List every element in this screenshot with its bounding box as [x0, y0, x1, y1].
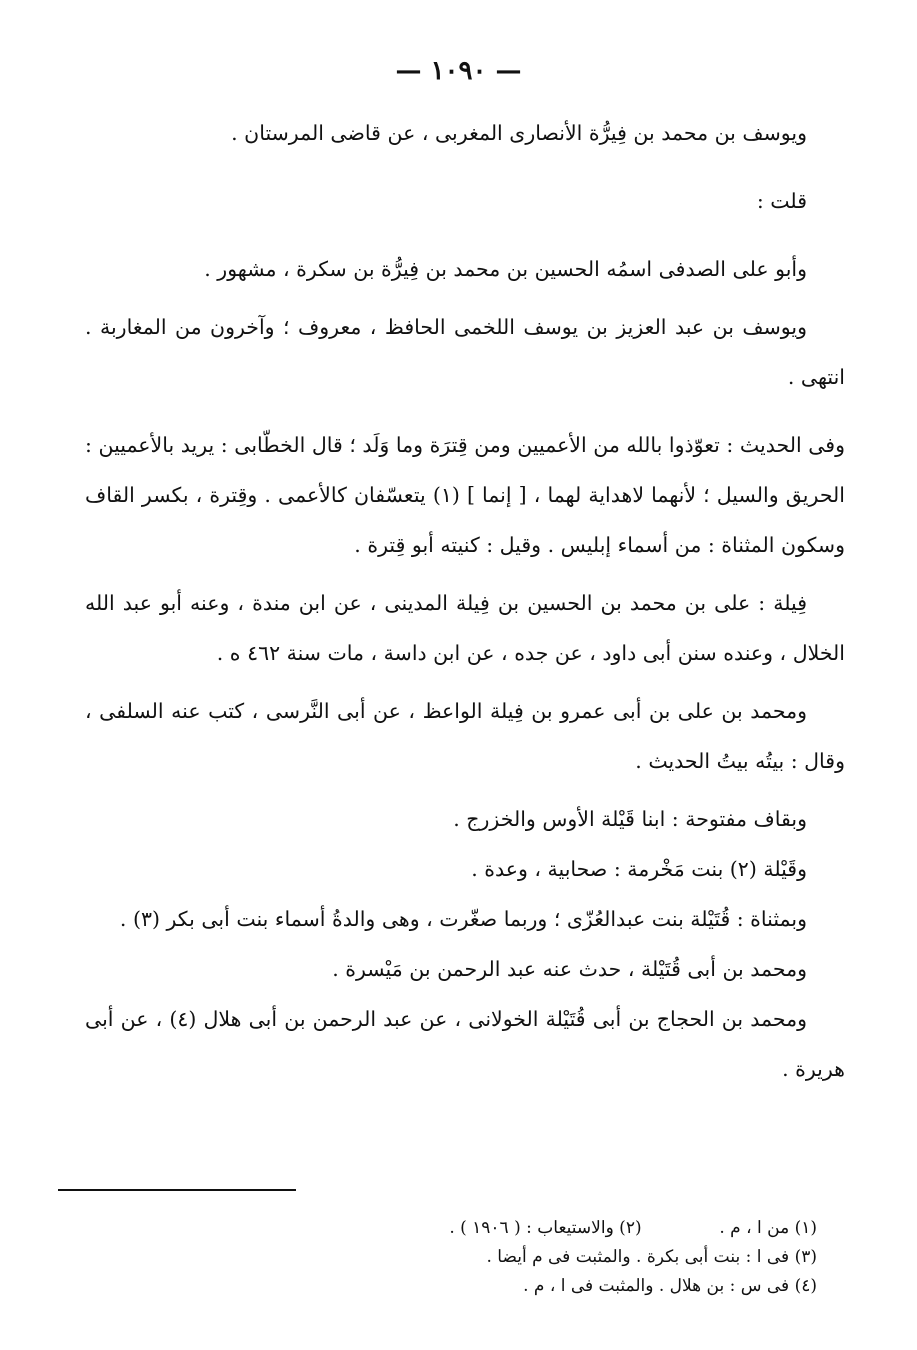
paragraph-10: وبمثناة : قُتَيْلة بنت عبدالعُزّى ؛ وربما صغّرت ، وهى والدةُ أسماء بنت أبى بكر (٣) .: [119, 907, 807, 931]
footnotes: [317, 1214, 817, 1301]
paragraph-3: وأبو على الصدفى اسمُه الحسين بن محمد بن فِيرُّة بن سكرة ، مشهور .: [204, 257, 807, 281]
footnote-1: (١) من ا ، م .: [719, 1218, 817, 1238]
footnote-4: (٤) فى س : بن هلال . والمثبت فى ا ، م .: [523, 1276, 817, 1296]
paragraph-4: ويوسف بن عبد العزيز بن يوسف اللخمى الحافظ ، معروف ؛ وآخرون من المغاربة . انتهى .: [85, 315, 845, 389]
page-number: — ١٠٩٠ —: [395, 56, 522, 86]
footnote-divider: [58, 1189, 296, 1191]
footnote-line-1: [317, 1214, 817, 1243]
paragraph-1: ويوسف بن محمد بن فِيرُّة الأنصارى المغربى ، عن قاضى المرستان .: [231, 121, 807, 145]
main-text: [85, 108, 845, 1094]
footnote-2: (٢) والاستيعاب : ( ١٩٠٦ ) .: [449, 1218, 642, 1238]
paragraph-12: ومحمد بن الحجاج بن أبى قُتَيْلة الخولانى ، عن عبد الرحمن بن أبى هلال (٤) ، عن أبى هريرة .: [85, 1007, 845, 1081]
paragraph-8: وبقاف مفتوحة : ابنا قَيْلة الأوس والخزرج .: [453, 807, 807, 831]
paragraph-5: وفى الحديث : تعوّذوا بالله من الأعميين ومن قِترَة وما وَلَد ؛ قال الخطّابى : يريد بالأعميين : الحريق والسيل ؛ لأنهما لاهداية لهما ، [ إنما ] (١) يتعسّفان كالأعمى . وقِترة ، بكسر القاف وسكون المثناة : من أسماء إبليس . وقيل : كنيته أبو قِترة .: [85, 433, 845, 557]
footnote-3: (٣) فى ا : بنت أبى بكرة . والمثبت فى م أيضا .: [486, 1247, 817, 1267]
paragraph-9: وقَيْلة (٢) بنت مَخْرمة : صحابية ، وعدة .: [471, 857, 807, 881]
paragraph-6: فِيلة : على بن محمد بن الحسين بن فِيلة المدينى ، عن ابن مندة ، وعنه أبو عبد الله الخلال ، وعنده سنن أبى داود ، عن جده ، عن ابن داسة ، مات سنة ٤٦٢ ه .: [85, 591, 845, 665]
paragraph-11: ومحمد بن أبى قُتَيْلة ، حدث عنه عبد الرحمن بن مَيْسرة .: [332, 957, 807, 981]
paragraph-2: قلت :: [756, 189, 807, 213]
paragraph-7: ومحمد بن على بن أبى عمرو بن فِيلة الواعظ ، عن أبى النَّرسى ، كتب عنه السلفى ، وقال : بيتُه بيتُ الحديث .: [85, 699, 845, 773]
